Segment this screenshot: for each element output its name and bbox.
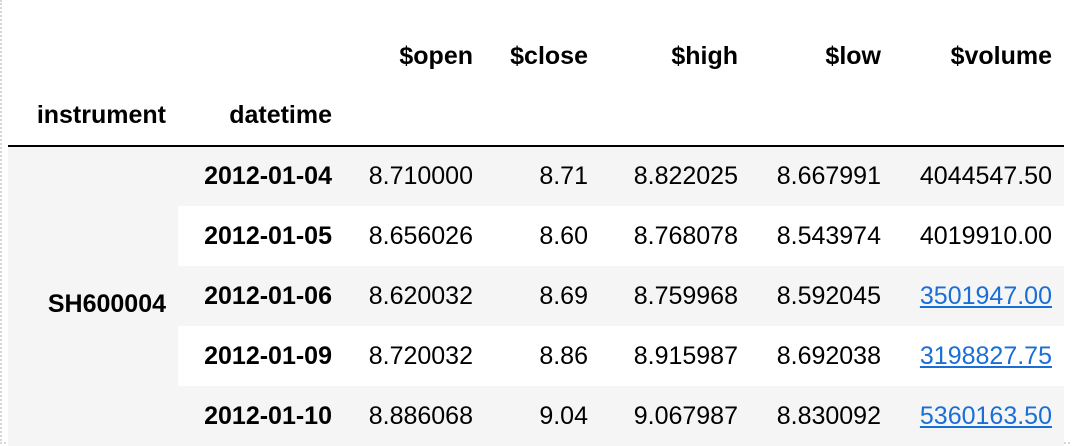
cell-close: 8.71 bbox=[485, 146, 600, 206]
cell-high: 8.822025 bbox=[600, 146, 750, 206]
cell-high: 8.759968 bbox=[600, 266, 750, 326]
volume-link[interactable]: 5360163.50 bbox=[919, 401, 1052, 430]
cell-volume: 4019910.00 bbox=[919, 221, 1052, 250]
row-index-datetime: 2012-01-10 bbox=[178, 386, 344, 446]
table-row bbox=[8, 146, 1064, 206]
cell-open: 8.620032 bbox=[344, 266, 485, 326]
index-name-instrument: instrument bbox=[8, 86, 178, 146]
cell-close: 9.04 bbox=[485, 386, 600, 446]
column-header-volume: $volume bbox=[950, 41, 1052, 70]
cell-open: 8.656026 bbox=[368, 221, 473, 250]
cell-low: 8.592045 bbox=[750, 266, 893, 326]
index-name-spacer bbox=[485, 86, 600, 146]
index-name-spacer bbox=[893, 86, 1064, 146]
cell-high: 8.768078 bbox=[633, 221, 738, 250]
volume-link[interactable]: 3501947.00 bbox=[919, 281, 1052, 310]
column-header-row bbox=[8, 26, 1064, 86]
row-index-datetime: 2012-01-09 bbox=[204, 341, 332, 370]
volume-link[interactable]: 3198827.75 bbox=[919, 341, 1052, 370]
cell-open: 8.720032 bbox=[368, 341, 473, 370]
cell-close: 8.60 bbox=[539, 221, 588, 250]
row-index-instrument: SH600004 bbox=[8, 146, 178, 446]
cell-high: 9.067987 bbox=[600, 386, 750, 446]
index-name-datetime: datetime bbox=[178, 86, 344, 146]
row-index-datetime: 2012-01-06 bbox=[178, 266, 344, 326]
cell-volume: 4044547.50 bbox=[893, 146, 1064, 206]
column-header-open: $open bbox=[399, 41, 473, 70]
cell-open: 8.710000 bbox=[344, 146, 485, 206]
cell-volume-link[interactable] bbox=[893, 386, 1064, 446]
cell-close: 8.69 bbox=[485, 266, 600, 326]
row-index-datetime: 2012-01-05 bbox=[204, 221, 332, 250]
cell-low: 8.667991 bbox=[750, 146, 893, 206]
index-name-spacer bbox=[344, 86, 485, 146]
index-name-spacer bbox=[600, 86, 750, 146]
index-name-row bbox=[8, 86, 1064, 146]
cell-close: 8.86 bbox=[539, 341, 588, 370]
index-name-spacer bbox=[750, 86, 893, 146]
header-blank-datetime bbox=[178, 26, 344, 86]
cell-open: 8.886068 bbox=[344, 386, 485, 446]
cell-low: 8.543974 bbox=[776, 221, 881, 250]
column-header-high: $high bbox=[671, 41, 738, 70]
column-header-low: $low bbox=[825, 41, 881, 70]
dataframe-table bbox=[8, 26, 1064, 446]
header-blank-instrument bbox=[8, 26, 178, 86]
cell-low: 8.830092 bbox=[750, 386, 893, 446]
cell-low: 8.692038 bbox=[776, 341, 881, 370]
cell-volume-link[interactable] bbox=[893, 266, 1064, 326]
cell-high: 8.915987 bbox=[633, 341, 738, 370]
cell-volume-link[interactable] bbox=[893, 326, 1064, 386]
column-header-close: $close bbox=[510, 41, 588, 70]
row-index-datetime: 2012-01-04 bbox=[178, 146, 344, 206]
